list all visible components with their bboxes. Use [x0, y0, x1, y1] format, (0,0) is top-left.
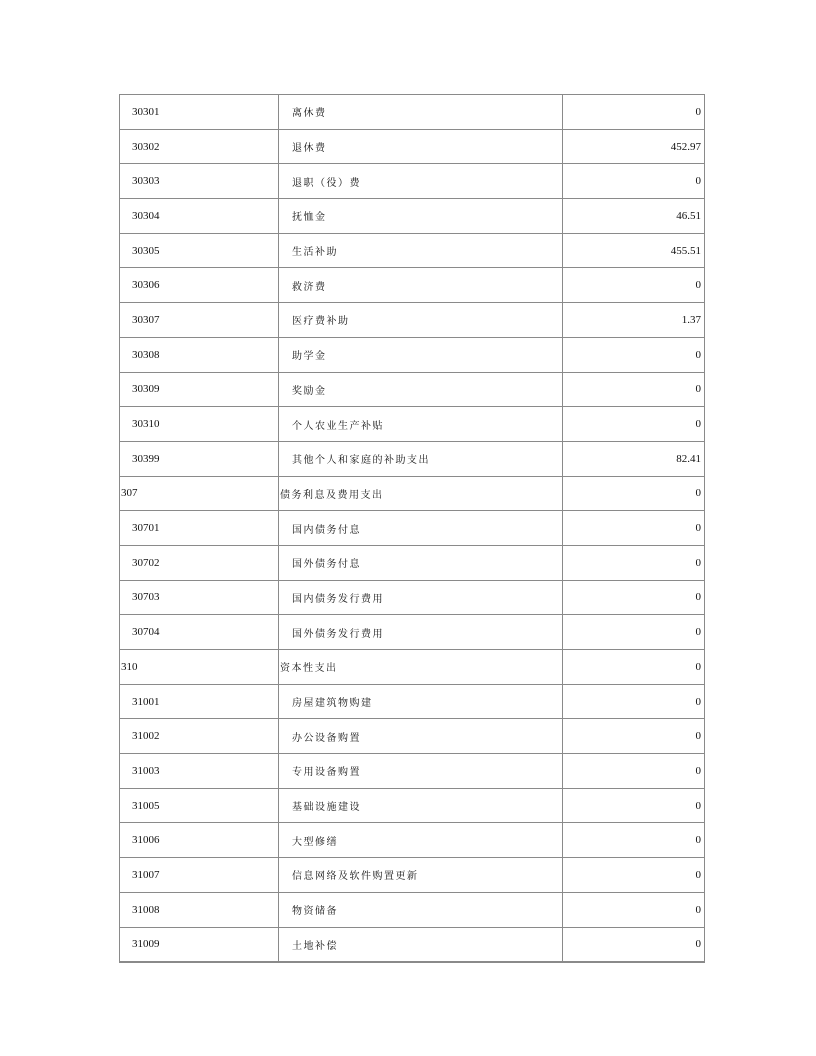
account-name-cell: 物资储备: [279, 892, 563, 927]
account-name-cell: 基础设施建设: [279, 788, 563, 823]
table-row: [120, 927, 705, 962]
account-name-cell: 大型修缮: [279, 823, 563, 858]
account-code-cell: 30704: [120, 615, 279, 650]
account-code-cell: 30310: [120, 407, 279, 442]
table-row: [120, 129, 705, 164]
account-name-cell: 土地补偿: [279, 927, 563, 962]
account-name-cell: 个人农业生产补贴: [279, 407, 563, 442]
table-row: [120, 233, 705, 268]
account-name-cell: 离休费: [279, 95, 563, 130]
account-code-cell: 31005: [120, 788, 279, 823]
amount-cell: 0: [563, 476, 705, 511]
account-code-cell: 30305: [120, 233, 279, 268]
table-row: [120, 268, 705, 303]
table-row: [120, 337, 705, 372]
table-row: [120, 754, 705, 789]
table-row: [120, 303, 705, 338]
amount-cell: 0: [563, 719, 705, 754]
account-code-cell: 31001: [120, 684, 279, 719]
amount-cell: 0: [563, 754, 705, 789]
account-name-cell: 债务利息及费用支出: [279, 476, 563, 511]
table-row: [120, 684, 705, 719]
table-row: [120, 788, 705, 823]
amount-cell: 0: [563, 407, 705, 442]
table-row: [120, 407, 705, 442]
amount-cell: 0: [563, 823, 705, 858]
account-name-cell: 其他个人和家庭的补助支出: [279, 441, 563, 476]
amount-cell: 0: [563, 511, 705, 546]
account-name-cell: 奖励金: [279, 372, 563, 407]
account-name-cell: 资本性支出: [279, 650, 563, 685]
amount-cell: 1.37: [563, 303, 705, 338]
account-name-cell: 国外债务发行费用: [279, 615, 563, 650]
table-row: [120, 650, 705, 685]
amount-cell: 452.97: [563, 129, 705, 164]
table-row: [120, 615, 705, 650]
amount-cell: 0: [563, 95, 705, 130]
account-code-cell: 30306: [120, 268, 279, 303]
account-code-cell: 307: [120, 476, 279, 511]
account-code-cell: 30703: [120, 580, 279, 615]
table-row: [120, 164, 705, 199]
table-row: [120, 372, 705, 407]
expenditure-table-container: [119, 94, 704, 963]
account-code-cell: 30309: [120, 372, 279, 407]
account-code-cell: 30302: [120, 129, 279, 164]
account-name-cell: 国内债务付息: [279, 511, 563, 546]
account-name-cell: 国内债务发行费用: [279, 580, 563, 615]
table-row: [120, 545, 705, 580]
account-code-cell: 31007: [120, 858, 279, 893]
table-row: [120, 719, 705, 754]
amount-cell: 0: [563, 858, 705, 893]
account-name-cell: 办公设备购置: [279, 719, 563, 754]
account-name-cell: 退职（役）费: [279, 164, 563, 199]
account-name-cell: 信息网络及软件购置更新: [279, 858, 563, 893]
table-row: [120, 511, 705, 546]
expenditure-table: [119, 94, 705, 963]
amount-cell: 0: [563, 580, 705, 615]
table-row: [120, 199, 705, 234]
account-name-cell: 抚恤金: [279, 199, 563, 234]
account-code-cell: 30701: [120, 511, 279, 546]
account-name-cell: 房屋建筑物购建: [279, 684, 563, 719]
account-name-cell: 医疗费补助: [279, 303, 563, 338]
account-code-cell: 30303: [120, 164, 279, 199]
table-row: [120, 823, 705, 858]
account-code-cell: 31003: [120, 754, 279, 789]
account-name-cell: 生活补助: [279, 233, 563, 268]
account-code-cell: 30304: [120, 199, 279, 234]
account-name-cell: 国外债务付息: [279, 545, 563, 580]
account-name-cell: 退休费: [279, 129, 563, 164]
account-code-cell: 30399: [120, 441, 279, 476]
account-code-cell: 30308: [120, 337, 279, 372]
amount-cell: 0: [563, 164, 705, 199]
table-row: [120, 858, 705, 893]
amount-cell: 455.51: [563, 233, 705, 268]
account-code-cell: 30301: [120, 95, 279, 130]
amount-cell: 0: [563, 650, 705, 685]
amount-cell: 0: [563, 268, 705, 303]
amount-cell: 0: [563, 927, 705, 962]
account-name-cell: 专用设备购置: [279, 754, 563, 789]
amount-cell: 0: [563, 684, 705, 719]
account-name-cell: 助学金: [279, 337, 563, 372]
amount-cell: 0: [563, 615, 705, 650]
table-row: [120, 476, 705, 511]
account-code-cell: 31009: [120, 927, 279, 962]
account-name-cell: 救济费: [279, 268, 563, 303]
account-code-cell: 31002: [120, 719, 279, 754]
account-code-cell: 31006: [120, 823, 279, 858]
table-row: [120, 95, 705, 130]
amount-cell: 82.41: [563, 441, 705, 476]
account-code-cell: 30702: [120, 545, 279, 580]
amount-cell: 0: [563, 788, 705, 823]
table-row: [120, 441, 705, 476]
amount-cell: 46.51: [563, 199, 705, 234]
account-code-cell: 30307: [120, 303, 279, 338]
amount-cell: 0: [563, 545, 705, 580]
table-row: [120, 892, 705, 927]
amount-cell: 0: [563, 892, 705, 927]
account-code-cell: 310: [120, 650, 279, 685]
amount-cell: 0: [563, 337, 705, 372]
amount-cell: 0: [563, 372, 705, 407]
table-row: [120, 580, 705, 615]
table-body: [120, 95, 705, 963]
account-code-cell: 31008: [120, 892, 279, 927]
